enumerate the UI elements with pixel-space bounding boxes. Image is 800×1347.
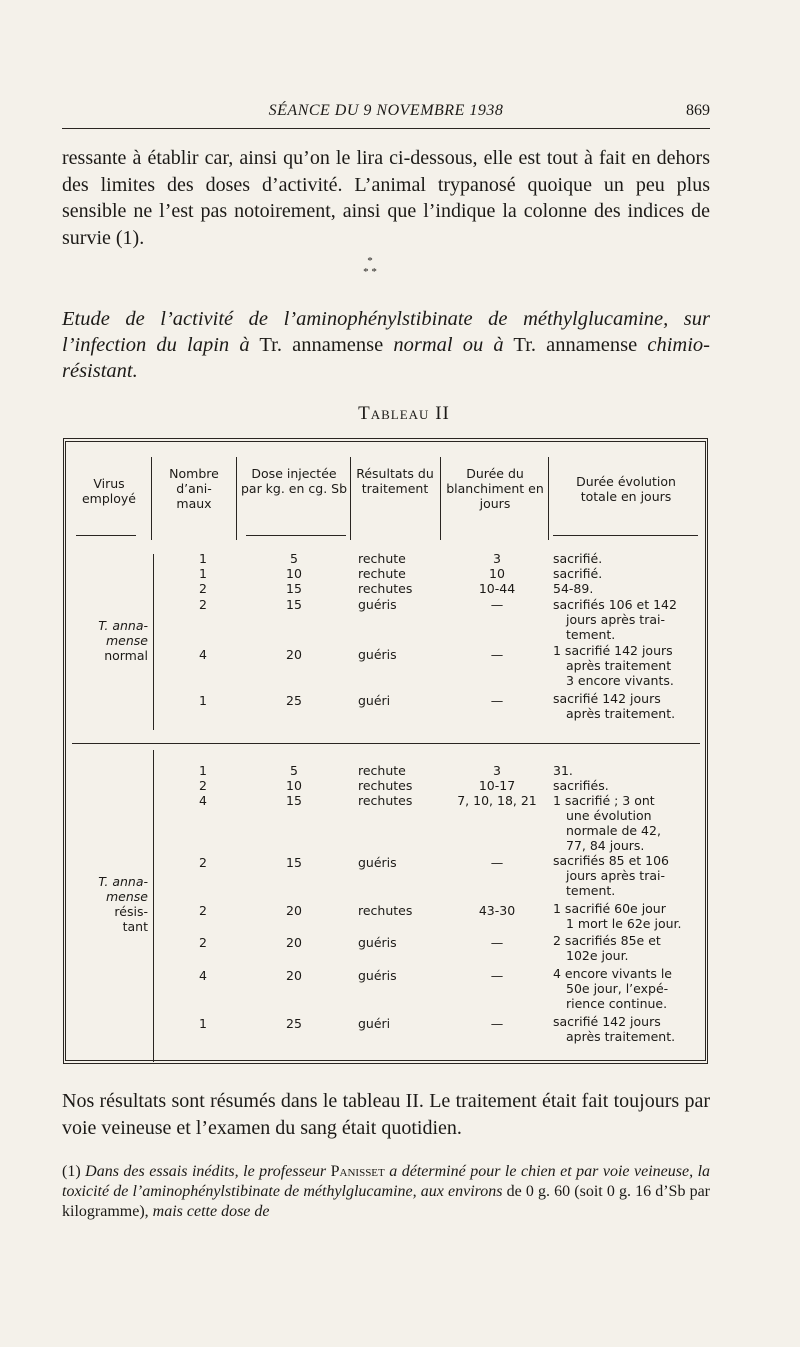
table-cell-nombre: 2 bbox=[199, 597, 207, 612]
table-cell-nombre: 1 bbox=[199, 1016, 207, 1031]
header-resultats: Résultats du traitement bbox=[356, 466, 434, 496]
table-cell-evolution: 50e jour, l’expé- bbox=[566, 981, 669, 996]
table-title: Tableau II bbox=[358, 403, 450, 424]
table-cell-evolution: tement. bbox=[566, 627, 616, 642]
table-cell-blanchiment: 10 bbox=[489, 566, 505, 581]
section-title bbox=[62, 306, 710, 384]
header-divider bbox=[236, 457, 237, 540]
table-cell-evolution: 1 sacrifié 142 jours bbox=[553, 643, 673, 658]
table-cell-evolution: jours après trai- bbox=[566, 868, 665, 883]
footnote-text-3: de 0 g. 60 (soit 0 g. 16 d’Sb par kilogramme), bbox=[62, 1183, 711, 1220]
section-title-tr2: Tr. bbox=[513, 334, 537, 356]
separator-star-top: * bbox=[367, 255, 373, 267]
table-cell-evolution: 31. bbox=[553, 763, 573, 778]
table-cell-blanchiment: — bbox=[490, 1016, 504, 1031]
table-cell-evolution: sacrifié. bbox=[553, 551, 603, 566]
table-cell-blanchiment: — bbox=[490, 935, 504, 950]
table-cell-blanchiment: 10-44 bbox=[478, 581, 516, 596]
table-cell-dose: 20 bbox=[286, 903, 302, 918]
table-cell-nombre: 1 bbox=[199, 763, 207, 778]
table-cell-dose: 20 bbox=[286, 968, 302, 983]
table-cell-evolution: après traitement. bbox=[566, 706, 676, 721]
table-cell-resultat: guéri bbox=[358, 1016, 391, 1031]
table-cell-dose: 15 bbox=[286, 793, 302, 808]
group2-brace bbox=[153, 750, 154, 1062]
table-cell-blanchiment: — bbox=[490, 968, 504, 983]
table-cell-nombre: 2 bbox=[199, 903, 207, 918]
table-cell-resultat: guéris bbox=[358, 968, 397, 983]
header-duree-blanchiment: Durée du blanchiment en jours bbox=[446, 466, 544, 511]
table-cell-nombre: 2 bbox=[199, 855, 207, 870]
table-cell-dose: 15 bbox=[286, 597, 302, 612]
footnote-name: Panisset bbox=[330, 1163, 385, 1180]
group2-virus bbox=[70, 874, 148, 934]
separator-stars-bottom: * * bbox=[363, 266, 377, 278]
table-cell-resultat: rechutes bbox=[358, 793, 413, 808]
section-title-tr1: Tr. bbox=[259, 334, 282, 356]
table-cell-dose: 15 bbox=[286, 581, 302, 596]
group1-virus-line1: T. anna- bbox=[98, 618, 148, 633]
table-cell-resultat: rechute bbox=[358, 551, 406, 566]
footnote-marker: (1) bbox=[62, 1163, 81, 1180]
group1-virus bbox=[70, 618, 148, 663]
table-cell-evolution: normale de 42, bbox=[566, 823, 661, 838]
header-rule bbox=[246, 535, 346, 536]
table-cell-nombre: 1 bbox=[199, 693, 207, 708]
table-cell-evolution: sacrifiés 106 et 142 bbox=[553, 597, 677, 612]
table-cell-nombre: 2 bbox=[199, 581, 207, 596]
table-cell-evolution: après traitement. bbox=[566, 1029, 676, 1044]
page-header bbox=[62, 98, 710, 129]
table-cell-blanchiment: 3 bbox=[493, 763, 501, 778]
table-cell-resultat: guéris bbox=[358, 597, 397, 612]
table-cell-nombre: 4 bbox=[199, 968, 207, 983]
section-title-part3: chimio-résistant. bbox=[62, 334, 710, 382]
header-duree-evolution: Durée évolution totale en jours bbox=[576, 474, 676, 504]
table-cell-evolution: sacrifié 142 jours bbox=[553, 691, 661, 706]
header-rule bbox=[553, 535, 698, 536]
group2-virus-line3: résis- bbox=[114, 904, 148, 919]
table-cell-evolution: tement. bbox=[566, 883, 616, 898]
table-cell-nombre: 1 bbox=[199, 566, 207, 581]
table-cell-evolution: sacrifié. bbox=[553, 566, 603, 581]
table-cell-blanchiment: 43-30 bbox=[478, 903, 516, 918]
table-cell-resultat: rechute bbox=[358, 763, 406, 778]
table-cell-resultat: rechutes bbox=[358, 581, 413, 596]
section-title-part2: normal ou à bbox=[393, 334, 504, 356]
group1-virus-line3: normal bbox=[104, 648, 148, 663]
group2-virus-line4: tant bbox=[122, 919, 148, 934]
header-virus: Virus employé bbox=[81, 476, 136, 506]
header-divider bbox=[151, 457, 152, 540]
table-cell-resultat: guéris bbox=[358, 855, 397, 870]
table-cell-evolution: après traitement bbox=[566, 658, 672, 673]
footnote-text-1: Dans des essais inédits, le professeur bbox=[85, 1163, 327, 1180]
table-cell-resultat: guéris bbox=[358, 647, 397, 662]
table-cell-evolution: 1 sacrifié ; 3 ont bbox=[553, 793, 655, 808]
table-cell-blanchiment: — bbox=[490, 693, 504, 708]
footnote bbox=[62, 1162, 710, 1222]
table-cell-nombre: 4 bbox=[199, 647, 207, 662]
table-cell-nombre: 2 bbox=[199, 778, 207, 793]
table-cell-resultat: guéris bbox=[358, 935, 397, 950]
table-cell-dose: 25 bbox=[286, 693, 302, 708]
table-cell-evolution: 4 encore vivants le bbox=[553, 966, 672, 981]
header-divider bbox=[548, 457, 549, 540]
table-cell-evolution: sacrifiés. bbox=[553, 778, 609, 793]
page-number: 869 bbox=[686, 102, 710, 119]
table-cell-dose: 10 bbox=[286, 566, 302, 581]
table-cell-blanchiment: 10-17 bbox=[478, 778, 516, 793]
table-cell-evolution: sacrifiés 85 et 106 bbox=[553, 853, 670, 868]
table-cell-nombre: 1 bbox=[199, 551, 207, 566]
table-cell-blanchiment: 3 bbox=[493, 551, 501, 566]
table-cell-evolution: 2 sacrifiés 85e et bbox=[553, 933, 661, 948]
table-cell-evolution: rience continue. bbox=[566, 996, 668, 1011]
table-cell-blanchiment: — bbox=[490, 647, 504, 662]
table-cell-resultat: rechute bbox=[358, 566, 406, 581]
section-title-part1: Etude de l’activité de l’aminophénylstibinate de méthylglucamine, sur l’infection du lapin à bbox=[62, 308, 710, 356]
table-cell-evolution: 1 mort le 62e jour. bbox=[566, 916, 682, 931]
table-cell-evolution: 102e jour. bbox=[566, 948, 629, 963]
table-cell-dose: 10 bbox=[286, 778, 302, 793]
table-cell-evolution: sacrifié 142 jours bbox=[553, 1014, 661, 1029]
results-paragraph: Nos résultats sont résumés dans le tableau II. Le traitement était fait toujours par voie veineuse et l’examen du sang était quotidien. bbox=[62, 1090, 710, 1139]
section-separator bbox=[350, 256, 390, 278]
header-dose: Dose injectée par kg. en cg. Sb bbox=[240, 466, 348, 496]
table-cell-resultat: rechutes bbox=[358, 903, 413, 918]
group1-brace bbox=[153, 554, 154, 730]
running-title: SÉANCE DU 9 NOVEMBRE 1938 bbox=[268, 102, 504, 119]
group1-virus-line2: mense bbox=[106, 633, 148, 648]
table-cell-blanchiment: — bbox=[490, 855, 504, 870]
table-cell-dose: 20 bbox=[286, 935, 302, 950]
table-cell-dose: 20 bbox=[286, 647, 302, 662]
table-cell-blanchiment: 7, 10, 18, 21 bbox=[457, 793, 537, 808]
table-cell-dose: 5 bbox=[290, 551, 298, 566]
table-cell-evolution: une évolution bbox=[566, 808, 652, 823]
table-cell-resultat: rechutes bbox=[358, 778, 413, 793]
footnote-text-4: mais cette dose de bbox=[152, 1203, 270, 1220]
table-cell-evolution: 3 encore vivants. bbox=[566, 673, 674, 688]
footnote-text-2: a déterminé pour le chien et par voie veineuse, la toxicité de l’aminophénylstibinate de méthylglucamine, aux environs bbox=[62, 1163, 711, 1200]
header-divider bbox=[440, 457, 441, 540]
header-divider bbox=[350, 457, 351, 540]
table-cell-evolution: jours après trai- bbox=[566, 612, 665, 627]
data-table bbox=[63, 438, 708, 1064]
table-cell-evolution: 77, 84 jours. bbox=[566, 838, 645, 853]
table-cell-dose: 15 bbox=[286, 855, 302, 870]
header-rule bbox=[76, 535, 136, 536]
table-cell-dose: 5 bbox=[290, 763, 298, 778]
table-cell-nombre: 4 bbox=[199, 793, 207, 808]
table-cell-resultat: guéri bbox=[358, 693, 391, 708]
group2-virus-line2: mense bbox=[106, 889, 148, 904]
group2-virus-line1: T. anna- bbox=[98, 874, 148, 889]
table-cell-dose: 25 bbox=[286, 1016, 302, 1031]
section-title-annamense1: annamense bbox=[292, 334, 384, 356]
section-title-annamense2: annamense bbox=[546, 334, 638, 356]
table-cell-nombre: 2 bbox=[199, 935, 207, 950]
table-cell-evolution: 54-89. bbox=[553, 581, 594, 596]
header-nombre: Nombre d’ani- maux bbox=[169, 466, 219, 511]
table-cell-evolution: 1 sacrifié 60e jour bbox=[553, 901, 666, 916]
intro-paragraph: ressante à établir car, ainsi qu’on le lira ci-dessous, elle est tout à fait en dehors des limites des doses d’activité. L’animal trypanosé quoique un peu plus sensible ne l’est pas notoirement, ainsi que l’indique la colonne des indices de survie (1). bbox=[62, 147, 710, 249]
table-cell-blanchiment: — bbox=[490, 597, 504, 612]
group-separator bbox=[72, 743, 700, 744]
